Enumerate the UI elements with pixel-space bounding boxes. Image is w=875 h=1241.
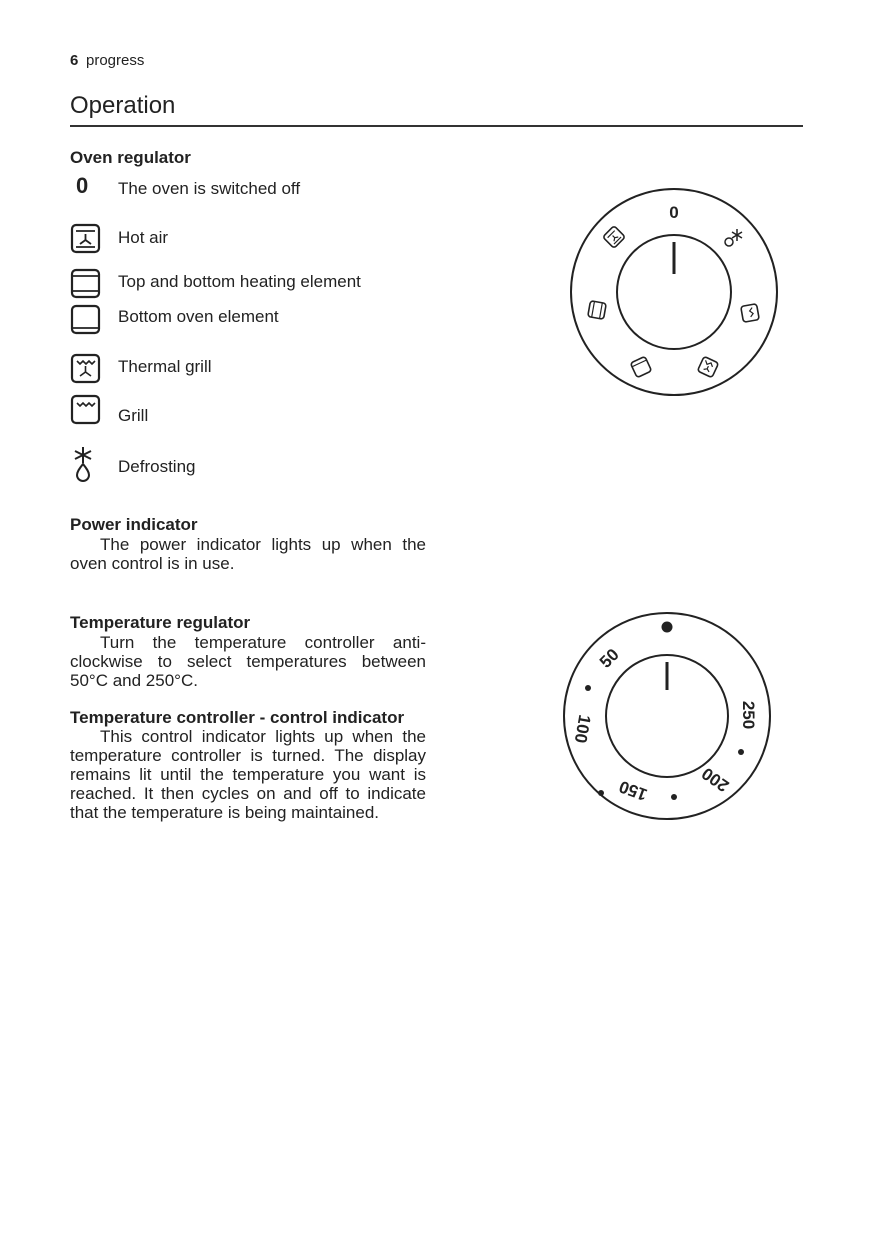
section-name: progress	[86, 52, 145, 69]
hot-air-label: Hot air	[118, 228, 169, 247]
scale-dot	[585, 685, 591, 691]
off-label: The oven is switched off	[118, 179, 301, 198]
off-symbol: 0	[76, 173, 89, 198]
temp-label-250: 250	[739, 700, 758, 730]
page-number: 6	[70, 52, 79, 69]
temperature-regulator-heading: Temperature regulator	[70, 613, 251, 632]
top-bottom-heat-icon	[70, 268, 102, 300]
temp-label-50: 50	[595, 644, 623, 672]
title-divider	[70, 125, 803, 127]
page-title: Operation	[70, 92, 176, 119]
temperature-knob-diagram	[561, 610, 773, 827]
off-position-dot	[662, 622, 673, 633]
scale-dot	[598, 790, 604, 796]
knob-top-bottom-icon	[588, 301, 607, 320]
grill-label: Grill	[118, 406, 149, 425]
temperature-regulator-text: Turn the temperature controller anti-clockwise to select temperatures between 50°C and 250°C.	[70, 633, 426, 690]
temp-label-150: 150	[616, 776, 650, 805]
defrost-icon	[70, 446, 102, 478]
top-bottom-heat-label: Top and bottom heating element	[118, 272, 361, 291]
scale-dot	[738, 749, 744, 755]
defrost-label: Defrosting	[118, 457, 196, 476]
knob-bottom-heat-icon	[630, 356, 651, 377]
temp-label-200: 200	[698, 763, 733, 796]
temperature-indicator-text: This control indicator lights up when the temperature controller is turned. The display remains lit until the temperature you want is reached. It then cycles on and off to indicate that the temperature is being maintained.	[70, 727, 426, 822]
grill-icon	[70, 394, 102, 426]
power-indicator-text: The power indicator lights up when the oven control is in use.	[70, 535, 426, 573]
bottom-heat-icon	[70, 304, 102, 336]
hot-air-icon	[70, 223, 102, 255]
knob-grill-icon	[741, 304, 760, 323]
knob-defrost-icon	[725, 229, 742, 246]
function-knob-diagram	[568, 186, 780, 403]
power-indicator-heading: Power indicator	[70, 515, 198, 534]
knob-hot-air-icon	[603, 226, 626, 249]
thermal-grill-icon	[70, 353, 102, 385]
temperature-indicator-heading: Temperature controller - control indicator	[70, 708, 405, 727]
bottom-heat-label: Bottom oven element	[118, 307, 279, 326]
thermal-grill-label: Thermal grill	[118, 357, 212, 376]
function-knob-zero: 0	[669, 203, 679, 222]
knob-thermal-grill-icon	[697, 356, 718, 377]
temp-label-100: 100	[570, 713, 595, 745]
oven-regulator-heading: Oven regulator	[70, 148, 191, 167]
scale-dot	[671, 794, 677, 800]
